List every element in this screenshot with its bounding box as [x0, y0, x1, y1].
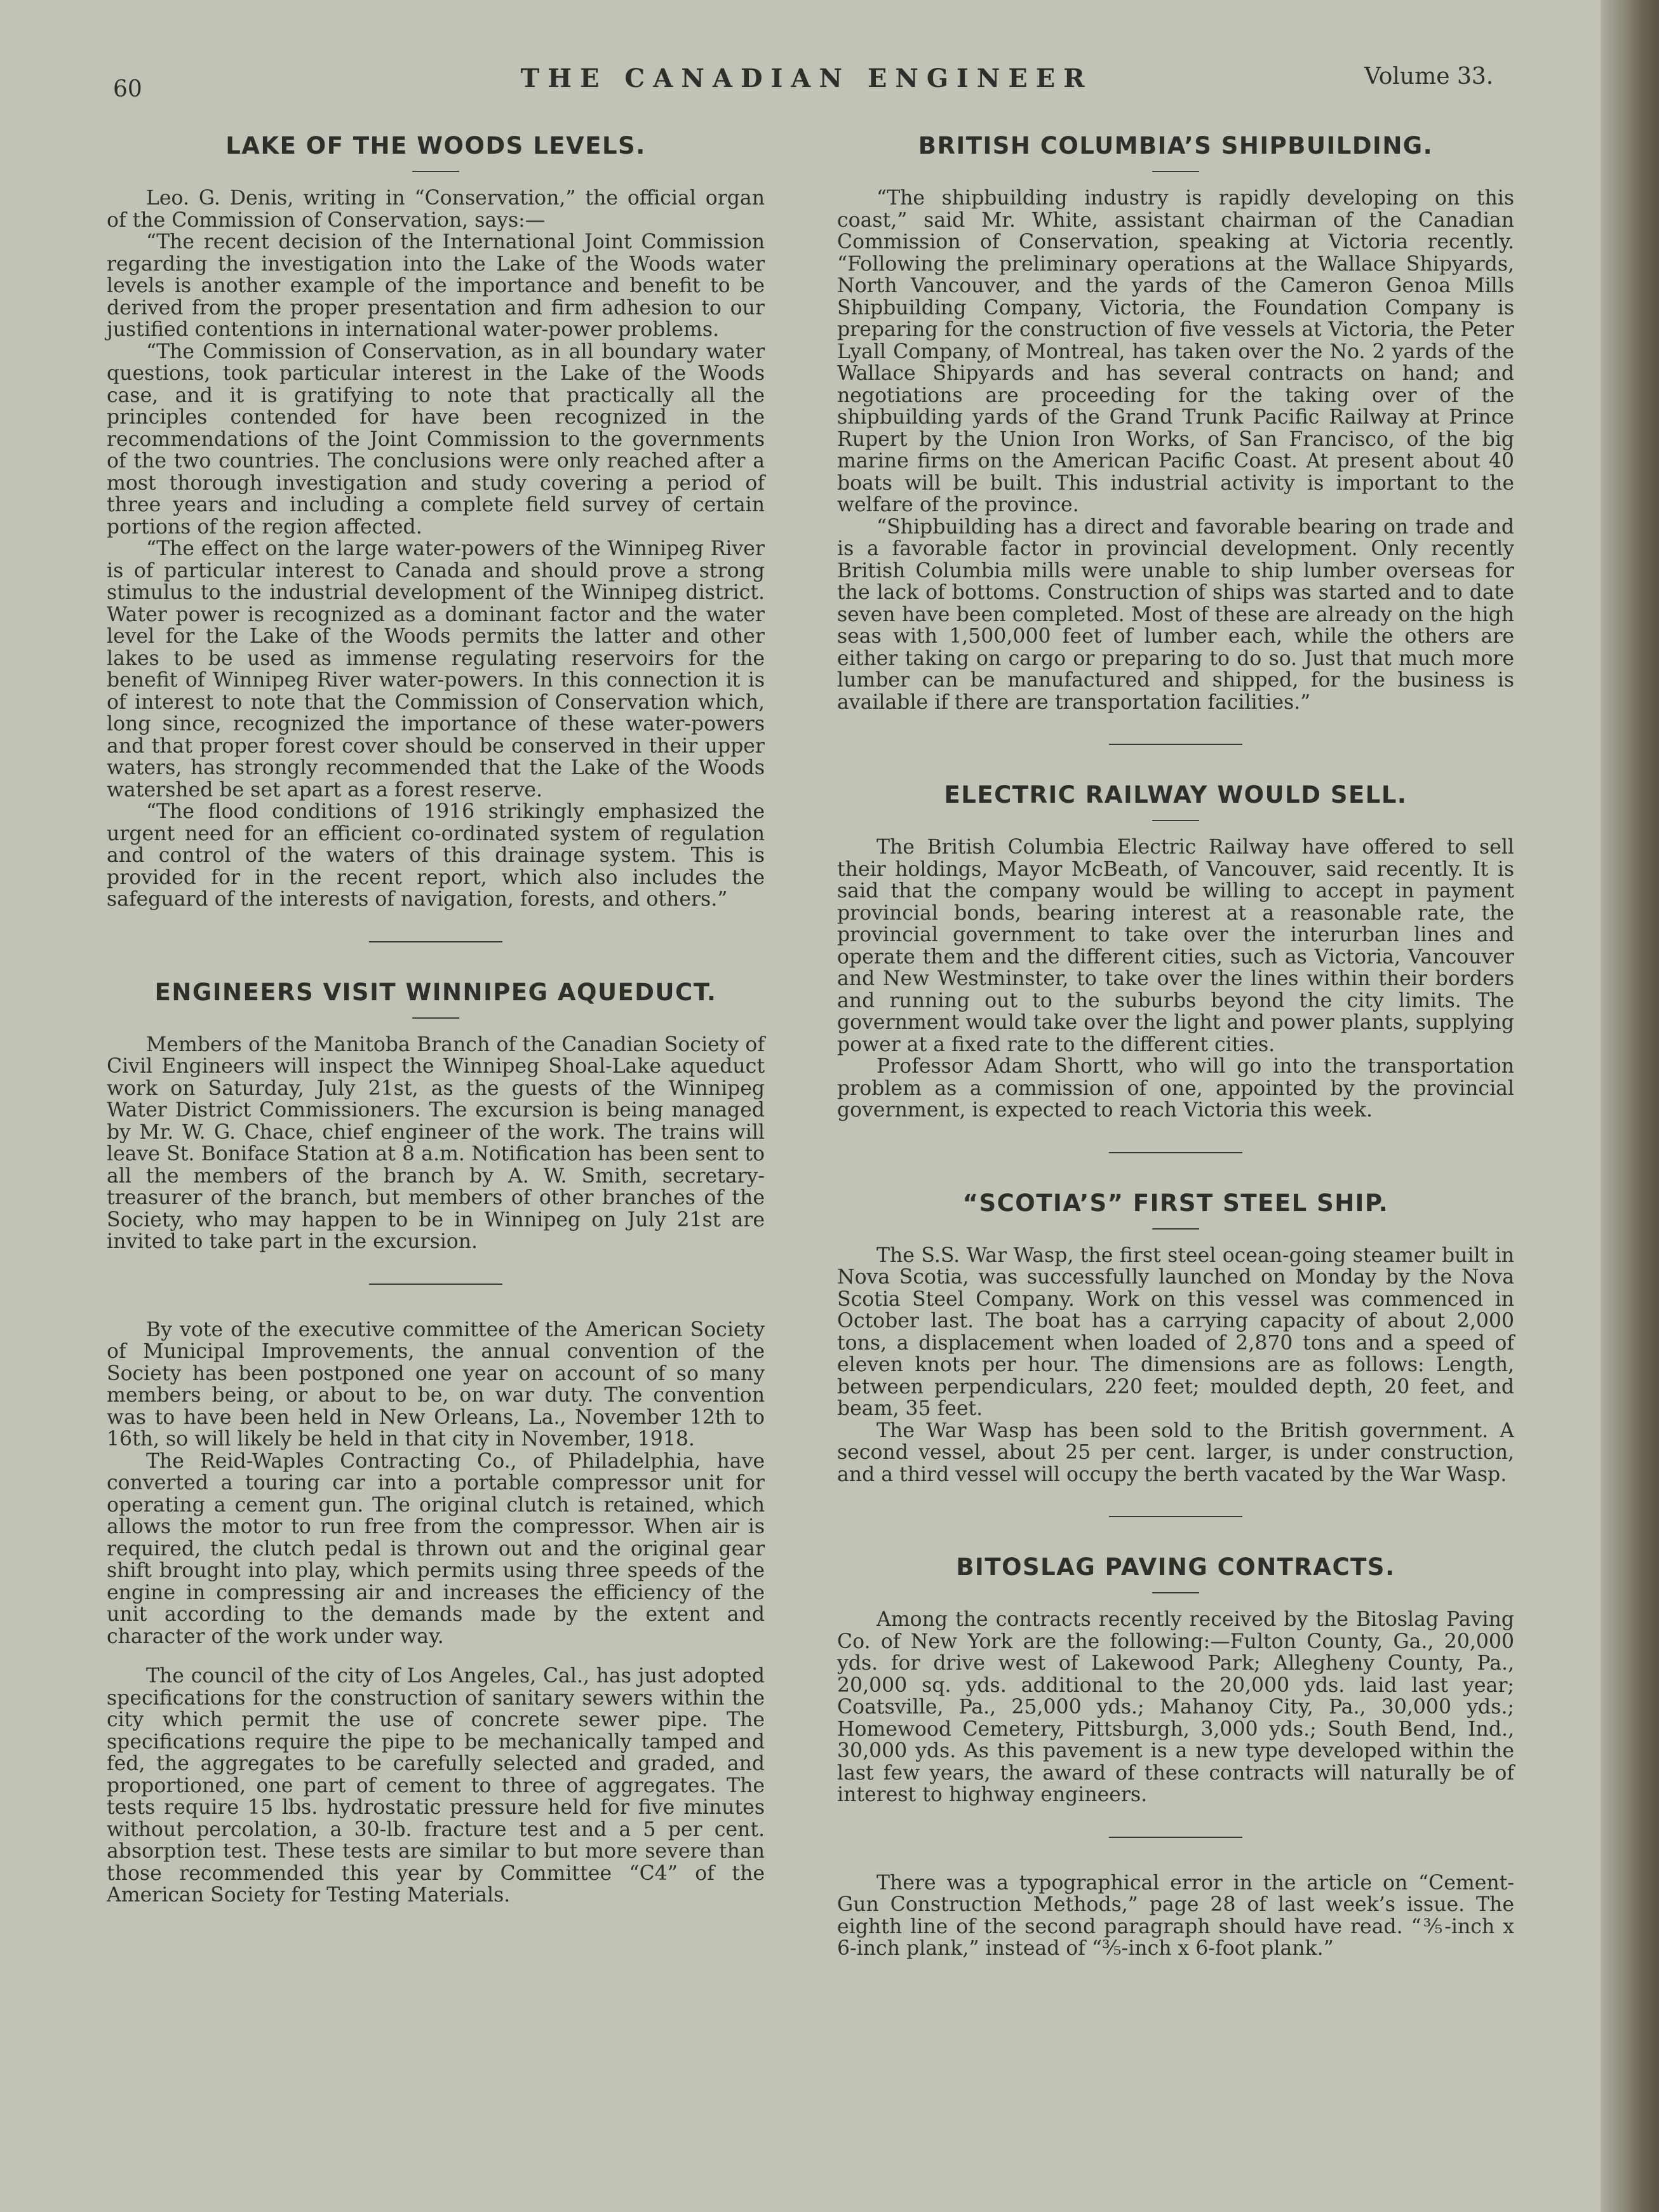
paragraph: The Reid-Waples Contracting Co., of Philadelphia, have converted a touring car into a portable compressor unit for operating a cement gun. The original clutch is retained, which allows the motor to run free from the compressor. When air is required, the clutch pedal is thrown out and the original gear shift brought into play, which permits using three speeds of the engine in compressing air and increases the efficiency of the unit according to the demands made by the extent and character of the work under way.: [107, 1449, 765, 1648]
paragraph: “The recent decision of the International Joint Commission regarding the investigation into the Lake of the Woods water levels is another example of the importance and benefit to be derived from the proper presentation and firm adhesion to our justified contentions in international water-power problems.: [107, 231, 765, 341]
section-divider: [369, 1284, 502, 1285]
paragraph: “Shipbuilding has a direct and favorable bearing on trade and is a favorable factor in provincial development. Only recently British Columbia mills were unable to ship lumber overseas for the lack of bottoms. Construction of ships was started and to date seven have been completed. Most of these are already on the high seas with 1,500,000 feet of lumber each, while the others are either taking on cargo or preparing to do so. Just that much more lumber can be manufactured and shipped, for the business is available if there are transportation facilities.”: [837, 515, 1514, 714]
running-header: [0, 64, 1613, 114]
page-edge-shadow: [1601, 0, 1659, 2212]
volume-label: Volume 33.: [1364, 64, 1494, 90]
paragraph: Among the contracts recently received by the Bitoslag Paving Co. of New York are the following:—Fulton County, Ga., 20,000 yds. for drive west of Lakewood Park; Allegheny County, Pa., 20,000 sq. yds. additional to the 20,000 yds. laid last year; Coatsville, Pa., 25,000 yds.; Mahanoy City, Pa., 30,000 yds.; Homewood Cemetery, Pittsburgh, 3,000 yds.; South Bend, Ind., 30,000 yds. As this pavement is a new type developed within the last few years, the award of these contracts will naturally be of interest to highway engineers.: [837, 1608, 1514, 1806]
paragraph: Leo. G. Denis, writing in “Conservation,” the official organ of the Commission of Conservation, says:—: [107, 187, 765, 232]
article-notes: [107, 1319, 765, 1907]
paragraph: The S.S. War Wasp, the first steel ocean-going steamer built in Nova Scotia, was successfully launched on Monday by the Nova Scotia Steel Company. Work on this vessel was commenced in October last. The boat has a carrying capacity of about 2,000 tons, a displacement when loaded of 2,870 tons and a speed of eleven knots per hour. The dimensions are as follows: Length, between perpendiculars, 220 feet; moulded depth, 20 feet, and beam, 35 feet.: [837, 1243, 1514, 1420]
article-title: LAKE OF THE WOODS LEVELS.: [225, 132, 646, 159]
paragraph: “The shipbuilding industry is rapidly developing on this coast,” said Mr. White, assistant chairman of the Canadian Commission of Conservation, speaking at Victoria recently. “Following the preliminary operations at the Wallace Shipyards, North Vancouver, and the yards of the Cameron Genoa Mills Shipbuilding Company, Victoria, the Foundation Company is preparing for the construction of five vessels at Victoria, the Peter Lyall Company, of Montreal, has taken over the No. 2 yards of the Wallace Shipyards and has several contracts on hand; and negotiations are proceeding for the taking over of the shipbuilding yards of the Grand Trunk Pacific Railway at Prince Rupert by the Union Iron Works, of San Francisco, of the big marine firms on the American Pacific Coast. At present about 40 boats will be built. This industrial activity is important to the welfare of the province.: [837, 187, 1514, 516]
section-divider: [369, 941, 502, 942]
article-bc-shipbuilding: [837, 130, 1514, 713]
paragraph: By vote of the executive committee of the American Society of Municipal Improvements, the annual convention of the Society has been postponed one year on account of so many members being, or about to be, on war duty. The convention was to have been held in New Orleans, La., November 12th to 16th, so will likely be held in that city in November, 1918.: [107, 1318, 765, 1451]
section-divider: [1109, 1837, 1242, 1838]
paragraph: “The Commission of Conservation, as in all boundary water questions, took particular interest in the Lake of the Woods case, and it is gratifying to note that practically all the principles contended for have been recognized in the recommendations of the Joint Commission to the governments of the two countries. The conclusions were only reached after a most thorough investigation and study covering a period of three years and including a complete field survey of certain portions of the region affected.: [107, 340, 765, 539]
title-rule: [1152, 1228, 1199, 1230]
title-rule: [412, 171, 459, 172]
paragraph: The council of the city of Los Angeles, Cal., has just adopted specifications for the construction of sanitary sewers within the city which permit the use of concrete sewer pipe. The specifications require the pipe to be mechanically tamped and fed, the aggregates to be carefully selected and graded, and proportioned, one part of cement to three of aggregates. The tests require 15 lbs. hydrostatic pressure held for five minutes without percolation, a 30-lb. fracture test and a 5 per cent. absorption test. These tests are similar to but more severe than those recommended this year by Committee “C4” of the American Society for Testing Materials.: [107, 1665, 765, 1907]
article-electric-railway: [837, 779, 1514, 1122]
title-rule: [1152, 820, 1199, 821]
article-bitoslag: [837, 1552, 1514, 1806]
article-title: BITOSLAG PAVING CONTRACTS.: [956, 1553, 1395, 1581]
section-divider: [1109, 1516, 1242, 1517]
article-title: “SCOTIA’S” FIRST STEEL SHIP.: [962, 1189, 1389, 1217]
article-title: BRITISH COLUMBIA’S SHIPBUILDING.: [918, 132, 1434, 159]
section-divider: [1109, 744, 1242, 745]
paragraph: There was a typographical error in the article on “Cement-Gun Construction Methods,” page 28 of last week’s issue. The eighth line of the second paragraph should have read. “⅗-inch x 6-inch plank,” instead of “⅗-inch x 6-foot plank.”: [837, 1871, 1514, 1960]
section-divider: [1109, 1152, 1242, 1153]
journal-title: THE CANADIAN ENGINEER: [520, 64, 1093, 93]
paragraph: Professor Adam Shortt, who will go into the transportation problem as a commission of one, appointed by the provincial government, is expected to reach Victoria this week.: [837, 1055, 1514, 1122]
article-title: ELECTRIC RAILWAY WOULD SELL.: [944, 781, 1407, 808]
paragraph: “The effect on the large water-powers of the Winnipeg River is of particular interest to Canada and should prove a strong stimulus to the industrial development of the Winnipeg district. Water power is recognized as a dominant factor and the water level for the Lake of the Woods permits the latter and other lakes to be used as immense regulating reservoirs for the benefit of Winnipeg River water-powers. In this connection it is of interest to note that the Commission of Conservation which, long since, recognized the importance of these water-powers and that proper forest cover should be conserved in their upper waters, has strongly recommended that the Lake of the Woods watershed be set apart as a forest reserve.: [107, 537, 765, 801]
article-title: ENGINEERS VISIT WINNIPEG AQUEDUCT.: [154, 978, 717, 1006]
article-winnipeg-aqueduct: [107, 977, 765, 1253]
left-column: [107, 130, 765, 1907]
article-scotia-steel-ship: [837, 1188, 1514, 1486]
paragraph: “The flood conditions of 1916 strikingly emphasized the urgent need for an efficient co-ordinated system of regulation and control of the waters of this drainage system. This is provided for in the recent report, which also includes the safeguard of the interests of navigation, forests, and others.”: [107, 800, 765, 911]
paragraph: Members of the Manitoba Branch of the Canadian Society of Civil Engineers will inspect the Winnipeg Shoal-Lake aqueduct work on Saturday, July 21st, as the guests of the Winnipeg Water District Commissioners. The excursion is being managed by Mr. W. G. Chace, chief engineer of the work. The trains will leave St. Boniface Station at 8 a.m. Notification has been sent to all the members of the branch by A. W. Smith, secretary-treasurer of the branch, but members of other branches of the Society, who may happen to be in Winnipeg on July 21st are invited to take part in the excursion.: [107, 1033, 765, 1253]
right-column: [837, 130, 1514, 1960]
paragraph: The British Columbia Electric Railway have offered to sell their holdings, Mayor McBeath, of Vancouver, said recently. It is said that the company would be willing to accept in payment provincial bonds, bearing interest at a reasonable rate, the provincial government to take over the interurban lines and operate them and the different cities, such as Victoria, Vancouver and New Westminster, to take over the lines within their borders and running out to the suburbs beyond the city limits. The government would take over the light and power plants, supplying power at a fixed rate to the different cities.: [837, 836, 1514, 1056]
page-number: 60: [113, 76, 142, 102]
title-rule: [1152, 1592, 1199, 1593]
title-rule: [1152, 171, 1199, 172]
title-rule: [412, 1017, 459, 1019]
article-lake-of-the-woods: [107, 130, 765, 911]
article-erratum: [837, 1872, 1514, 1960]
paragraph: The War Wasp has been sold to the British government. A second vessel, about 25 per cent. larger, is under construction, and a third vessel will occupy the berth vacated by the War Wasp.: [837, 1419, 1514, 1486]
